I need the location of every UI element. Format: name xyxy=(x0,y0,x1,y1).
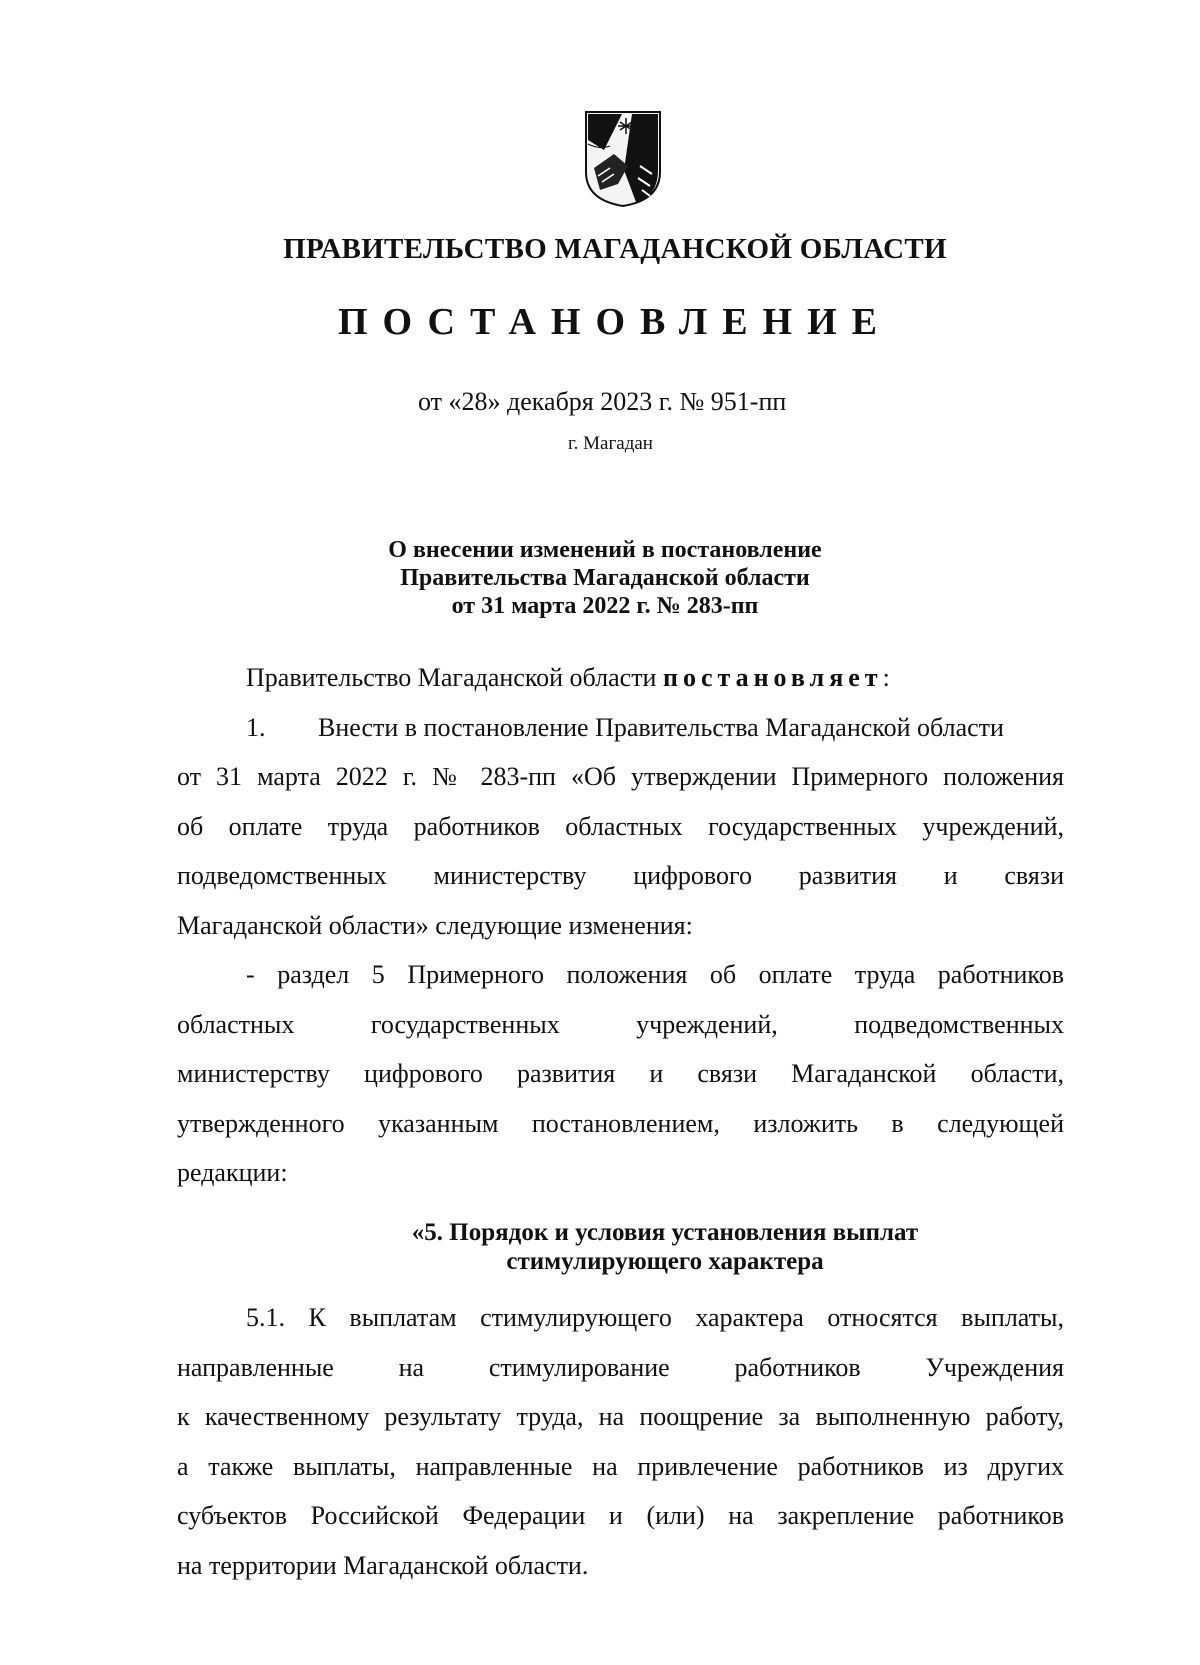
section-5-title xyxy=(0,1218,1200,1276)
preamble-verb: постановляет xyxy=(662,663,883,692)
item-text: Внести в постановление Правительства Магаданской области xyxy=(318,712,1004,742)
body-line: - раздел 5 Примерного положения об оплате труда работников xyxy=(246,960,1064,989)
body-line: на территории Магаданской области. xyxy=(177,1550,589,1580)
document-subject xyxy=(0,536,1200,620)
body-line: а также выплаты, направленные на привлечение работников из других xyxy=(177,1451,1064,1481)
document-type-title: ПОСТАНОВЛЕНИЕ xyxy=(337,301,893,343)
body-line: Магаданской области» следующие изменения: xyxy=(177,910,693,940)
subject-line: О внесении изменений в постановление xyxy=(388,537,822,563)
section-title-line: стимулирующего характера xyxy=(506,1248,824,1275)
body-line: об оплате труда работников областных государственных учреждений, xyxy=(177,811,1064,841)
body-line: к качественному результату труда, на поощрение за выполненную работу, xyxy=(177,1402,1064,1431)
body-line: 5.1. К выплатам стимулирующего характера относятся выплаты, xyxy=(246,1303,1064,1332)
item-1-first-line xyxy=(177,703,1064,753)
preamble xyxy=(177,653,1064,703)
body-line: министерству цифрового развития и связи Магаданской области, xyxy=(177,1059,1064,1088)
body-line: областных государственных учреждений, подведомственных xyxy=(177,1009,1064,1039)
body-line: от 31 марта 2022 г. № 283-пп «Об утверждении Примерного положения xyxy=(177,762,1064,791)
body-line: направленные на стимулирование работников Учреждения xyxy=(177,1352,1064,1382)
subject-line: Правительства Магаданской области xyxy=(400,565,810,591)
organization-title: ПРАВИТЕЛЬСТВО МАГАДАНСКОЙ ОБЛАСТИ xyxy=(283,233,947,265)
body-line: редакции: xyxy=(177,1158,288,1187)
body-line: субъектов Российской Федерации и (или) на закрепление работников xyxy=(177,1501,1064,1530)
item-number: 1. xyxy=(246,712,266,742)
preamble-text: Правительство Магаданской области xyxy=(246,663,657,692)
section-title-line: «5. Порядок и условия установления выплат xyxy=(411,1219,919,1246)
preamble-colon: : xyxy=(882,663,890,692)
document-date-number: от «28» декабря 2023 г. № 951-пп xyxy=(418,387,787,416)
body-line: подведомственных министерству цифрового развития и связи xyxy=(177,861,1064,890)
resolution-body xyxy=(177,653,1064,1198)
section-5-body xyxy=(177,1293,1064,1590)
document-city: г. Магадан xyxy=(568,433,653,454)
coat-of-arms-icon xyxy=(584,110,662,208)
body-line: утвержденного указанным постановлением, изложить в следующей xyxy=(177,1108,1064,1138)
subject-line: от 31 марта 2022 г. № 283-пп xyxy=(451,593,759,619)
